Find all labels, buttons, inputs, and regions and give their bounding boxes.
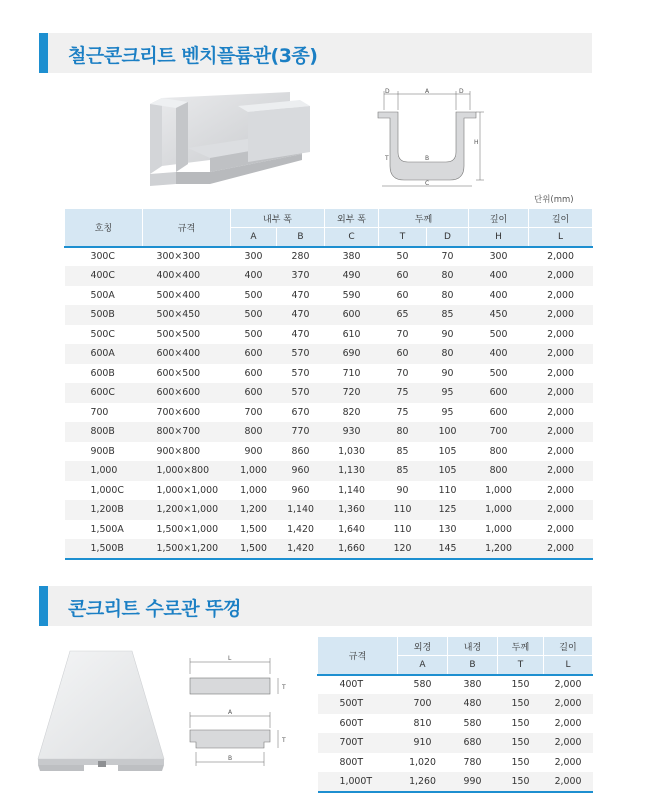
table-cell: 990 (448, 772, 498, 792)
table-row (318, 733, 593, 753)
table-cell: 1,500 (240, 523, 267, 535)
table-cell: 60 (379, 344, 427, 364)
table-cell: 150 (498, 694, 544, 714)
table-row (65, 422, 593, 442)
table-cell: 2,000 (544, 675, 593, 695)
table-cell: 1,500B (65, 539, 143, 559)
table-cell: 1,200 (469, 539, 529, 559)
dim-label-t2: T (282, 737, 286, 744)
table-cell: 1,000 (240, 484, 267, 496)
table-cell: 2,000 (547, 523, 574, 535)
table-cell: 1,500 (231, 539, 277, 559)
dim-label-b: B (228, 755, 233, 762)
table-cell: 300 (469, 247, 529, 267)
table-cell: 1,000×800 (143, 461, 231, 481)
table-cell: 570 (291, 367, 310, 379)
table-cell: 800 (489, 445, 508, 457)
table-row (318, 753, 593, 773)
table-cell: 470 (277, 305, 325, 325)
table-cell: 2,000 (547, 484, 574, 496)
table-row (318, 675, 593, 695)
table-cell: 2,000 (554, 756, 582, 768)
section-header-bench-flume (39, 33, 592, 73)
table-row (318, 714, 593, 734)
table-cell: 1,640 (338, 523, 365, 535)
table-row (65, 266, 593, 286)
table-cell: 600A (65, 344, 143, 364)
table-cell: 400×400 (143, 266, 231, 286)
table-cell: 50 (379, 247, 427, 267)
header-length: 길이 (529, 209, 593, 228)
dim-label-b: B (425, 155, 430, 162)
header-inner-width: 내부 폭 (231, 209, 325, 228)
table-cell: 90 (396, 484, 409, 496)
table-cell: 690 (325, 344, 379, 364)
table-row (65, 539, 593, 559)
table-cell: 720 (325, 383, 379, 403)
table-cell: 300×300 (143, 247, 231, 267)
table-cell: 470 (291, 328, 310, 340)
table-cell: 600 (244, 367, 263, 379)
section-header-channel-cover (39, 586, 592, 626)
table-cell: 2,000 (544, 694, 593, 714)
table-cell: 75 (396, 406, 409, 418)
table-cell: 500B (65, 305, 143, 325)
table-cell: 450 (469, 305, 529, 325)
table-cell: 700T (318, 733, 398, 753)
table-cell: 590 (342, 289, 361, 301)
table-cell: 570 (277, 383, 325, 403)
table-cell: 300 (231, 247, 277, 267)
table-cell: 80 (427, 344, 469, 364)
table-cell: 800 (469, 461, 529, 481)
table-cell: 95 (441, 406, 454, 418)
table-cell: 900B (90, 445, 115, 457)
table-row (65, 403, 593, 423)
table-cell: 500×400 (156, 289, 201, 301)
table-cell: 1,000 (469, 500, 529, 520)
table-cell: 670 (291, 406, 310, 418)
table-cell: 80 (441, 289, 454, 301)
table-cell: 2,000 (529, 305, 593, 325)
table-cell: 110 (379, 500, 427, 520)
dim-label-d-right: D (459, 88, 464, 95)
table-cell: 2,000 (547, 445, 574, 457)
table-cell: 860 (291, 445, 310, 457)
table-cell: 2,000 (529, 266, 593, 286)
table-cell: 400 (469, 266, 529, 286)
table-cell: 1,420 (277, 539, 325, 559)
table-cell: 1,500×1,000 (156, 523, 219, 535)
table-cell: 610 (342, 328, 361, 340)
header-spec: 규격 (143, 209, 231, 247)
table-row (65, 442, 593, 462)
table-cell: 600 (231, 383, 277, 403)
table-cell: 75 (379, 383, 427, 403)
dim-label-a: A (425, 88, 430, 95)
table-cell: 800T (339, 756, 364, 768)
table-row (65, 305, 593, 325)
section-accent-bar (39, 586, 48, 626)
table-cell: 500C (90, 328, 115, 340)
subheader-d: D (427, 228, 469, 247)
table-cell: 600×600 (143, 383, 231, 403)
table-cell: 1,020 (409, 756, 436, 768)
subheader-a: A (231, 228, 277, 247)
table-cell: 700 (398, 694, 448, 714)
subheader-c: C (325, 228, 379, 247)
channel-cover-spec-table (317, 636, 593, 793)
dim-label-h: H (474, 139, 479, 146)
table-cell: 470 (291, 289, 310, 301)
table-row (65, 461, 593, 481)
table-row (65, 481, 593, 501)
table-cell: 600 (325, 305, 379, 325)
table-cell: 1,660 (325, 539, 379, 559)
table-cell: 2,000 (529, 344, 593, 364)
table-cell: 1,030 (338, 445, 365, 457)
channel-cover-photo (36, 647, 168, 773)
table-cell: 500T (318, 694, 398, 714)
section-accent-bar (39, 33, 48, 73)
cover-section-diagram (180, 652, 300, 772)
table-cell: 810 (413, 717, 432, 729)
subheader-h: H (469, 228, 529, 247)
dim-label-c: C (425, 180, 430, 187)
table-cell: 130 (438, 523, 457, 535)
table-cell: 1,140 (338, 484, 365, 496)
table-cell: 2,000 (529, 422, 593, 442)
table-cell: 960 (291, 484, 310, 496)
table-cell: 1,200 (231, 500, 277, 520)
table-cell: 120 (379, 539, 427, 559)
table-cell: 2,000 (547, 289, 574, 301)
table-row (318, 772, 593, 792)
table-cell: 1,500A (90, 523, 124, 535)
table-cell: 500 (231, 305, 277, 325)
section-title: 철근콘크리트 벤치플륨관(3종) (68, 45, 318, 67)
header-spec: 규격 (318, 637, 398, 675)
subheader-t: T (379, 228, 427, 247)
table-row (65, 520, 593, 540)
table-cell: 300C (65, 247, 143, 267)
table-cell: 500 (244, 328, 263, 340)
subheader-b: B (277, 228, 325, 247)
table-row (65, 344, 593, 364)
table-cell: 110 (393, 523, 412, 535)
table-cell: 1,500×1,200 (143, 539, 231, 559)
header-outer: 외경 (398, 637, 448, 656)
table-cell: 1,000C (90, 484, 124, 496)
table-cell: 2,000 (529, 500, 593, 520)
table-cell: 380 (325, 247, 379, 267)
table-cell: 570 (277, 344, 325, 364)
dim-label-d-left: D (385, 88, 390, 95)
table-row (65, 500, 593, 520)
table-cell: 580 (398, 675, 448, 695)
table-cell: 100 (427, 422, 469, 442)
table-cell: 600 (231, 344, 277, 364)
table-cell: 600B (90, 367, 115, 379)
header-name: 호칭 (65, 209, 143, 247)
table-row (65, 364, 593, 384)
dim-label-t1: T (282, 684, 286, 691)
table-cell: 1,000 (231, 461, 277, 481)
table-cell: 80 (379, 422, 427, 442)
table-cell: 105 (438, 445, 457, 457)
table-cell: 400 (231, 266, 277, 286)
subheader-l: L (529, 228, 593, 247)
table-cell: 2,000 (544, 733, 593, 753)
section-title: 콘크리트 수로관 뚜껑 (68, 598, 241, 620)
table-cell: 400 (489, 289, 508, 301)
table-cell: 2,000 (529, 247, 593, 267)
table-cell: 600×500 (156, 367, 201, 379)
table-cell: 400 (469, 344, 529, 364)
table-cell: 150 (511, 756, 530, 768)
table-cell: 80 (427, 266, 469, 286)
table-cell: 500 (489, 328, 508, 340)
table-cell: 600 (489, 406, 508, 418)
table-cell: 1,000T (318, 772, 398, 792)
table-cell: 95 (427, 383, 469, 403)
table-cell: 900 (244, 445, 263, 457)
table-cell: 1,000×1,000 (156, 484, 219, 496)
table-cell: 150 (511, 717, 530, 729)
table-cell: 1,000 (485, 484, 512, 496)
subheader-t: T (498, 656, 544, 675)
table-cell: 500×500 (156, 328, 201, 340)
table-cell: 910 (398, 733, 448, 753)
table-cell: 600C (65, 383, 143, 403)
table-cell: 700 (90, 406, 109, 418)
table-row (65, 247, 593, 267)
dim-label-a: A (228, 709, 233, 716)
table-cell: 600 (469, 383, 529, 403)
table-cell: 900×800 (156, 445, 201, 457)
table-cell: 600T (339, 717, 364, 729)
table-cell: 700 (244, 406, 263, 418)
table-cell: 580 (463, 717, 482, 729)
table-cell: 2,000 (547, 406, 574, 418)
table-cell: 1,130 (325, 461, 379, 481)
table-cell: 400C (65, 266, 143, 286)
table-cell: 85 (379, 461, 427, 481)
table-cell: 65 (379, 305, 427, 325)
table-cell: 680 (448, 733, 498, 753)
table-cell: 90 (441, 367, 454, 379)
table-cell: 1,140 (277, 500, 325, 520)
table-cell: 150 (498, 733, 544, 753)
table-cell: 710 (342, 367, 361, 379)
table-row (65, 383, 593, 403)
header-depth: 깊이 (469, 209, 529, 228)
table-cell: 370 (277, 266, 325, 286)
table-row (65, 325, 593, 345)
table-cell: 1,360 (325, 500, 379, 520)
table-cell: 1,000 (65, 461, 143, 481)
table-cell: 1,260 (398, 772, 448, 792)
table-cell: 480 (448, 694, 498, 714)
table-cell: 1,200×1,000 (143, 500, 231, 520)
table-cell: 800B (65, 422, 143, 442)
table-cell: 1,200B (65, 500, 143, 520)
table-cell: 70 (396, 328, 409, 340)
table-cell: 700 (469, 422, 529, 442)
header-thickness: 두께 (498, 637, 544, 656)
table-cell: 1,000 (485, 523, 512, 535)
flume-cross-section-diagram (370, 88, 500, 192)
table-cell: 2,000 (529, 539, 593, 559)
bench-flume-spec-table (64, 208, 593, 560)
table-cell: 800 (231, 422, 277, 442)
table-cell: 800×700 (143, 422, 231, 442)
table-cell: 60 (379, 266, 427, 286)
table-cell: 60 (396, 289, 409, 301)
table-cell: 85 (396, 445, 409, 457)
table-cell: 280 (277, 247, 325, 267)
table-cell: 150 (498, 772, 544, 792)
table-cell: 70 (396, 367, 409, 379)
table-cell: 2,000 (547, 367, 574, 379)
table-cell: 770 (277, 422, 325, 442)
table-cell: 2,000 (529, 383, 593, 403)
table-cell: 2,000 (544, 772, 593, 792)
table-cell: 820 (342, 406, 361, 418)
table-cell: 105 (427, 461, 469, 481)
unit-note: 단위(mm) (534, 195, 574, 205)
bench-flume-photo (140, 92, 310, 188)
header-outer-width: 외부 폭 (325, 209, 379, 228)
subheader-b: B (448, 656, 498, 675)
table-cell: 2,000 (529, 461, 593, 481)
table-cell: 960 (277, 461, 325, 481)
header-inner: 내경 (448, 637, 498, 656)
table-cell: 110 (438, 484, 457, 496)
table-cell: 85 (427, 305, 469, 325)
table-row (65, 286, 593, 306)
table-cell: 490 (325, 266, 379, 286)
table-cell: 400T (318, 675, 398, 695)
table-cell: 500 (489, 367, 508, 379)
dim-label-l: L (228, 655, 232, 662)
table-cell: 380 (448, 675, 498, 695)
table-cell: 2,000 (554, 717, 582, 729)
table-cell: 600×400 (143, 344, 231, 364)
table-cell: 1,420 (287, 523, 314, 535)
table-cell: 145 (427, 539, 469, 559)
table-cell: 500×450 (143, 305, 231, 325)
dim-label-t: T (385, 155, 389, 162)
table-cell: 930 (325, 422, 379, 442)
subheader-l: L (544, 656, 593, 675)
header-length: 길이 (544, 637, 593, 656)
subheader-a: A (398, 656, 448, 675)
table-cell: 500 (244, 289, 263, 301)
table-cell: 90 (441, 328, 454, 340)
table-cell: 2,000 (547, 328, 574, 340)
table-cell: 700×600 (156, 406, 201, 418)
table-cell: 500A (90, 289, 115, 301)
table-cell: 150 (498, 675, 544, 695)
header-thickness: 두께 (379, 209, 469, 228)
table-cell: 780 (463, 756, 482, 768)
table-row (318, 694, 593, 714)
table-cell: 70 (427, 247, 469, 267)
table-cell: 125 (427, 500, 469, 520)
